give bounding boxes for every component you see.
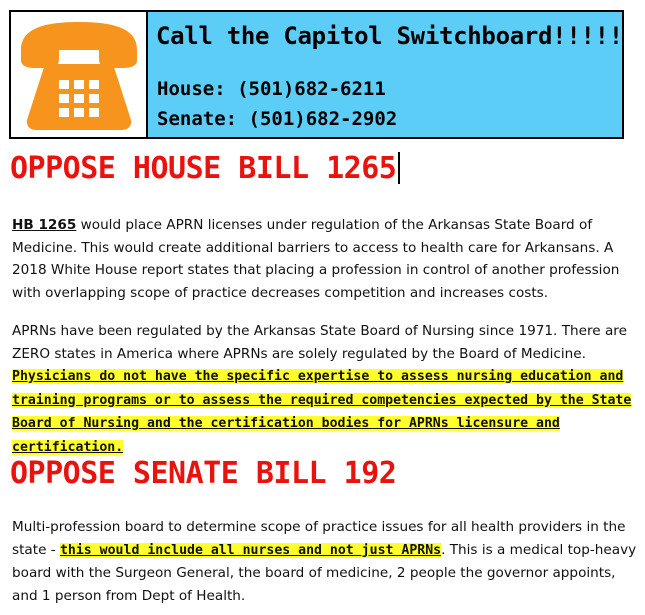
telephone-icon xyxy=(15,20,143,132)
sb-summary-after: . This is a medical top-heavy board with the Surgeon General, the board of medicine, 2 people the governor appoints, and 1 person from Dept of Health. xyxy=(12,541,637,604)
heading-house-bill-text: OPPOSE HOUSE BILL 1265 xyxy=(10,151,397,186)
phone-icon-box xyxy=(9,10,148,139)
sb-summary-before: Multi-profession board to determine scope of practice issues for all health providers in the state - xyxy=(12,519,626,558)
paragraph-aprn-regulation xyxy=(12,320,637,459)
hb-bill-link: HB 1265 xyxy=(12,217,77,233)
heading-house-bill xyxy=(10,151,400,186)
aprn-regulation-text: APRNs have been regulated by the Arkansas State Board of Nursing since 1971. There are ZERO states in America where APRNs are solely regulated by the Board of Medicine. xyxy=(12,323,627,362)
house-phone-number: House: (501)682-6211 xyxy=(157,78,386,100)
senate-phone-number: Senate: (501)682-2902 xyxy=(157,108,398,130)
text-cursor xyxy=(398,152,400,184)
highlighted-physicians-statement: Physicians do not have the specific expertise to assess nursing education and training programs or to assess the required competencies expected by the State Board of Nursing and the certification bodies for APRNs licensure and certification. xyxy=(12,369,632,455)
highlighted-nurses-statement: this would include all nurses and not just APRNs xyxy=(59,542,442,558)
paragraph-sb192-summary xyxy=(12,516,637,607)
heading-senate-bill: OPPOSE SENATE BILL 192 xyxy=(10,456,397,491)
banner-title: Call the Capitol Switchboard!!!!! xyxy=(156,22,623,50)
paragraph-hb1265-summary xyxy=(12,214,637,304)
hb-summary-text: would place APRN licenses under regulation of the Arkansas State Board of Medicine. This would create additional barriers to access to health care for Arkansans. A 2018 White House report states that placing a profession in control of another profession with overlapping scope of practice decreases competition and increases costs. xyxy=(12,217,620,301)
